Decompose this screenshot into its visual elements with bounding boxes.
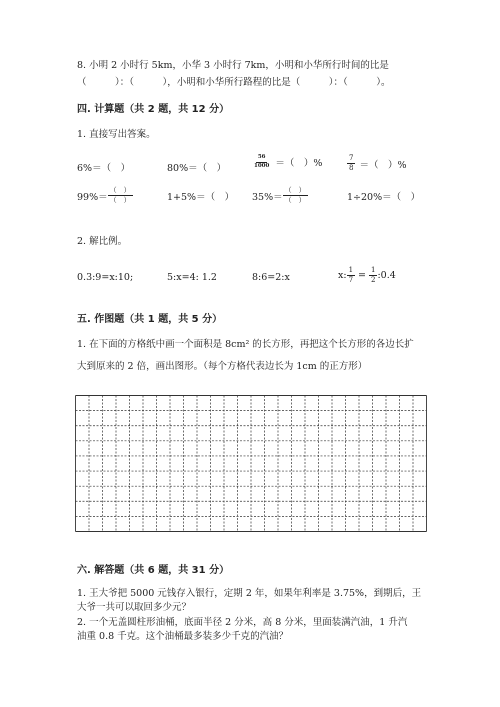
eq-right: :0.4 [377,270,396,281]
calc-1-div-20pct: 1÷20%＝（ ） [347,192,421,203]
calc-1-plus-5pct: 1+5%＝（ ） [167,192,235,203]
calc-80pct: 80%＝（ ） [167,163,227,174]
fraction-blank [283,187,308,204]
fraction-numerator: （ ） [109,186,131,194]
section6-q2-line1: 2. 一个无盖圆柱形油桶，底面半径 2 分米，高 8 分米，里面装满汽油，1 升汽 [77,617,408,628]
fraction-1-7 [347,267,355,284]
calc-35pct [252,187,308,204]
calc-7-over-8 [347,155,407,172]
calc-99pct [77,187,133,204]
fraction-numerator: 1 [348,266,354,274]
fraction-1-2 [369,267,377,284]
section6-q1-line1: 1. 王大爷把 5000 元钱存入银行，定期 2 年，如果年利率是 3.75%，到期后，王 [77,588,422,599]
q8-line1: 8. 小明 2 小时行 5km，小华 3 小时行 7km，小明和小华所行时间的比是 [77,60,389,71]
proportion-eq2: 5:x=4: 1.2 [167,272,217,283]
fraction-7-8 [347,155,355,172]
section6-title: 六. 解答题（共 6 题，共 31 分） [77,565,230,576]
calc-rest: ＝（ ）% [359,159,407,171]
fraction-denominator: （ ） [109,196,131,204]
graph-paper-grid[interactable] [75,395,427,532]
section6-q2-line2: 油重 0.8 千克。这个油桶最多装多少千克的汽油？ [77,631,289,642]
calc-56-over-1000 [252,155,322,169]
section5-q1-line1: 1. 在下面的方格纸中画一个面积是 8cm² 的长方形，再把这个长方形的各边长扩 [77,339,414,350]
fraction-blank [108,187,133,204]
fraction-numerator: （ ） [284,186,306,194]
calc-rest: ＝（ ）% [275,158,323,169]
section5-q1-line2: 大到原来的 2 倍，画出图形。（每个方格代表边长为 1cm 的正方形） [77,361,368,372]
fraction-denominator: 7 [348,276,354,284]
eq-left: x: [338,270,347,281]
fraction-numerator: 56 [256,155,268,163]
proportion-eq3: 8:6=2:x [252,272,290,283]
q8-line2: （ ）：（ ），小明和小华所行路程的比是（ ）：（ ）。 [77,77,391,88]
fraction-denominator: （ ） [284,196,306,204]
fraction-denominator: 1000 [254,162,270,169]
section4-q1-label: 1. 直接写出答案。 [77,129,156,140]
fraction-denominator: 8 [349,164,354,172]
fraction-numerator: 7 [349,154,354,162]
fraction-denominator: 2 [371,276,376,284]
fraction-numerator: 1 [371,266,376,274]
proportion-eq4 [338,267,396,284]
section5-title: 五. 作图题（共 1 题，共 5 分） [77,314,223,325]
fraction-56-1000 [252,155,271,169]
calc-6pct: 6%＝（ ） [77,163,131,174]
calc-left: 35%＝ [252,191,283,203]
calc-left: 99%＝ [77,191,108,203]
proportion-eq1: 0.3:9=x:10; [77,272,134,283]
section6-q1-line2: 大爷一共可以取回多少元？ [77,602,192,613]
eq-mid: = [358,270,366,281]
section4-q2-label: 2. 解比例。 [77,236,128,247]
section4-title: 四. 计算题（共 2 题，共 12 分） [77,104,230,115]
